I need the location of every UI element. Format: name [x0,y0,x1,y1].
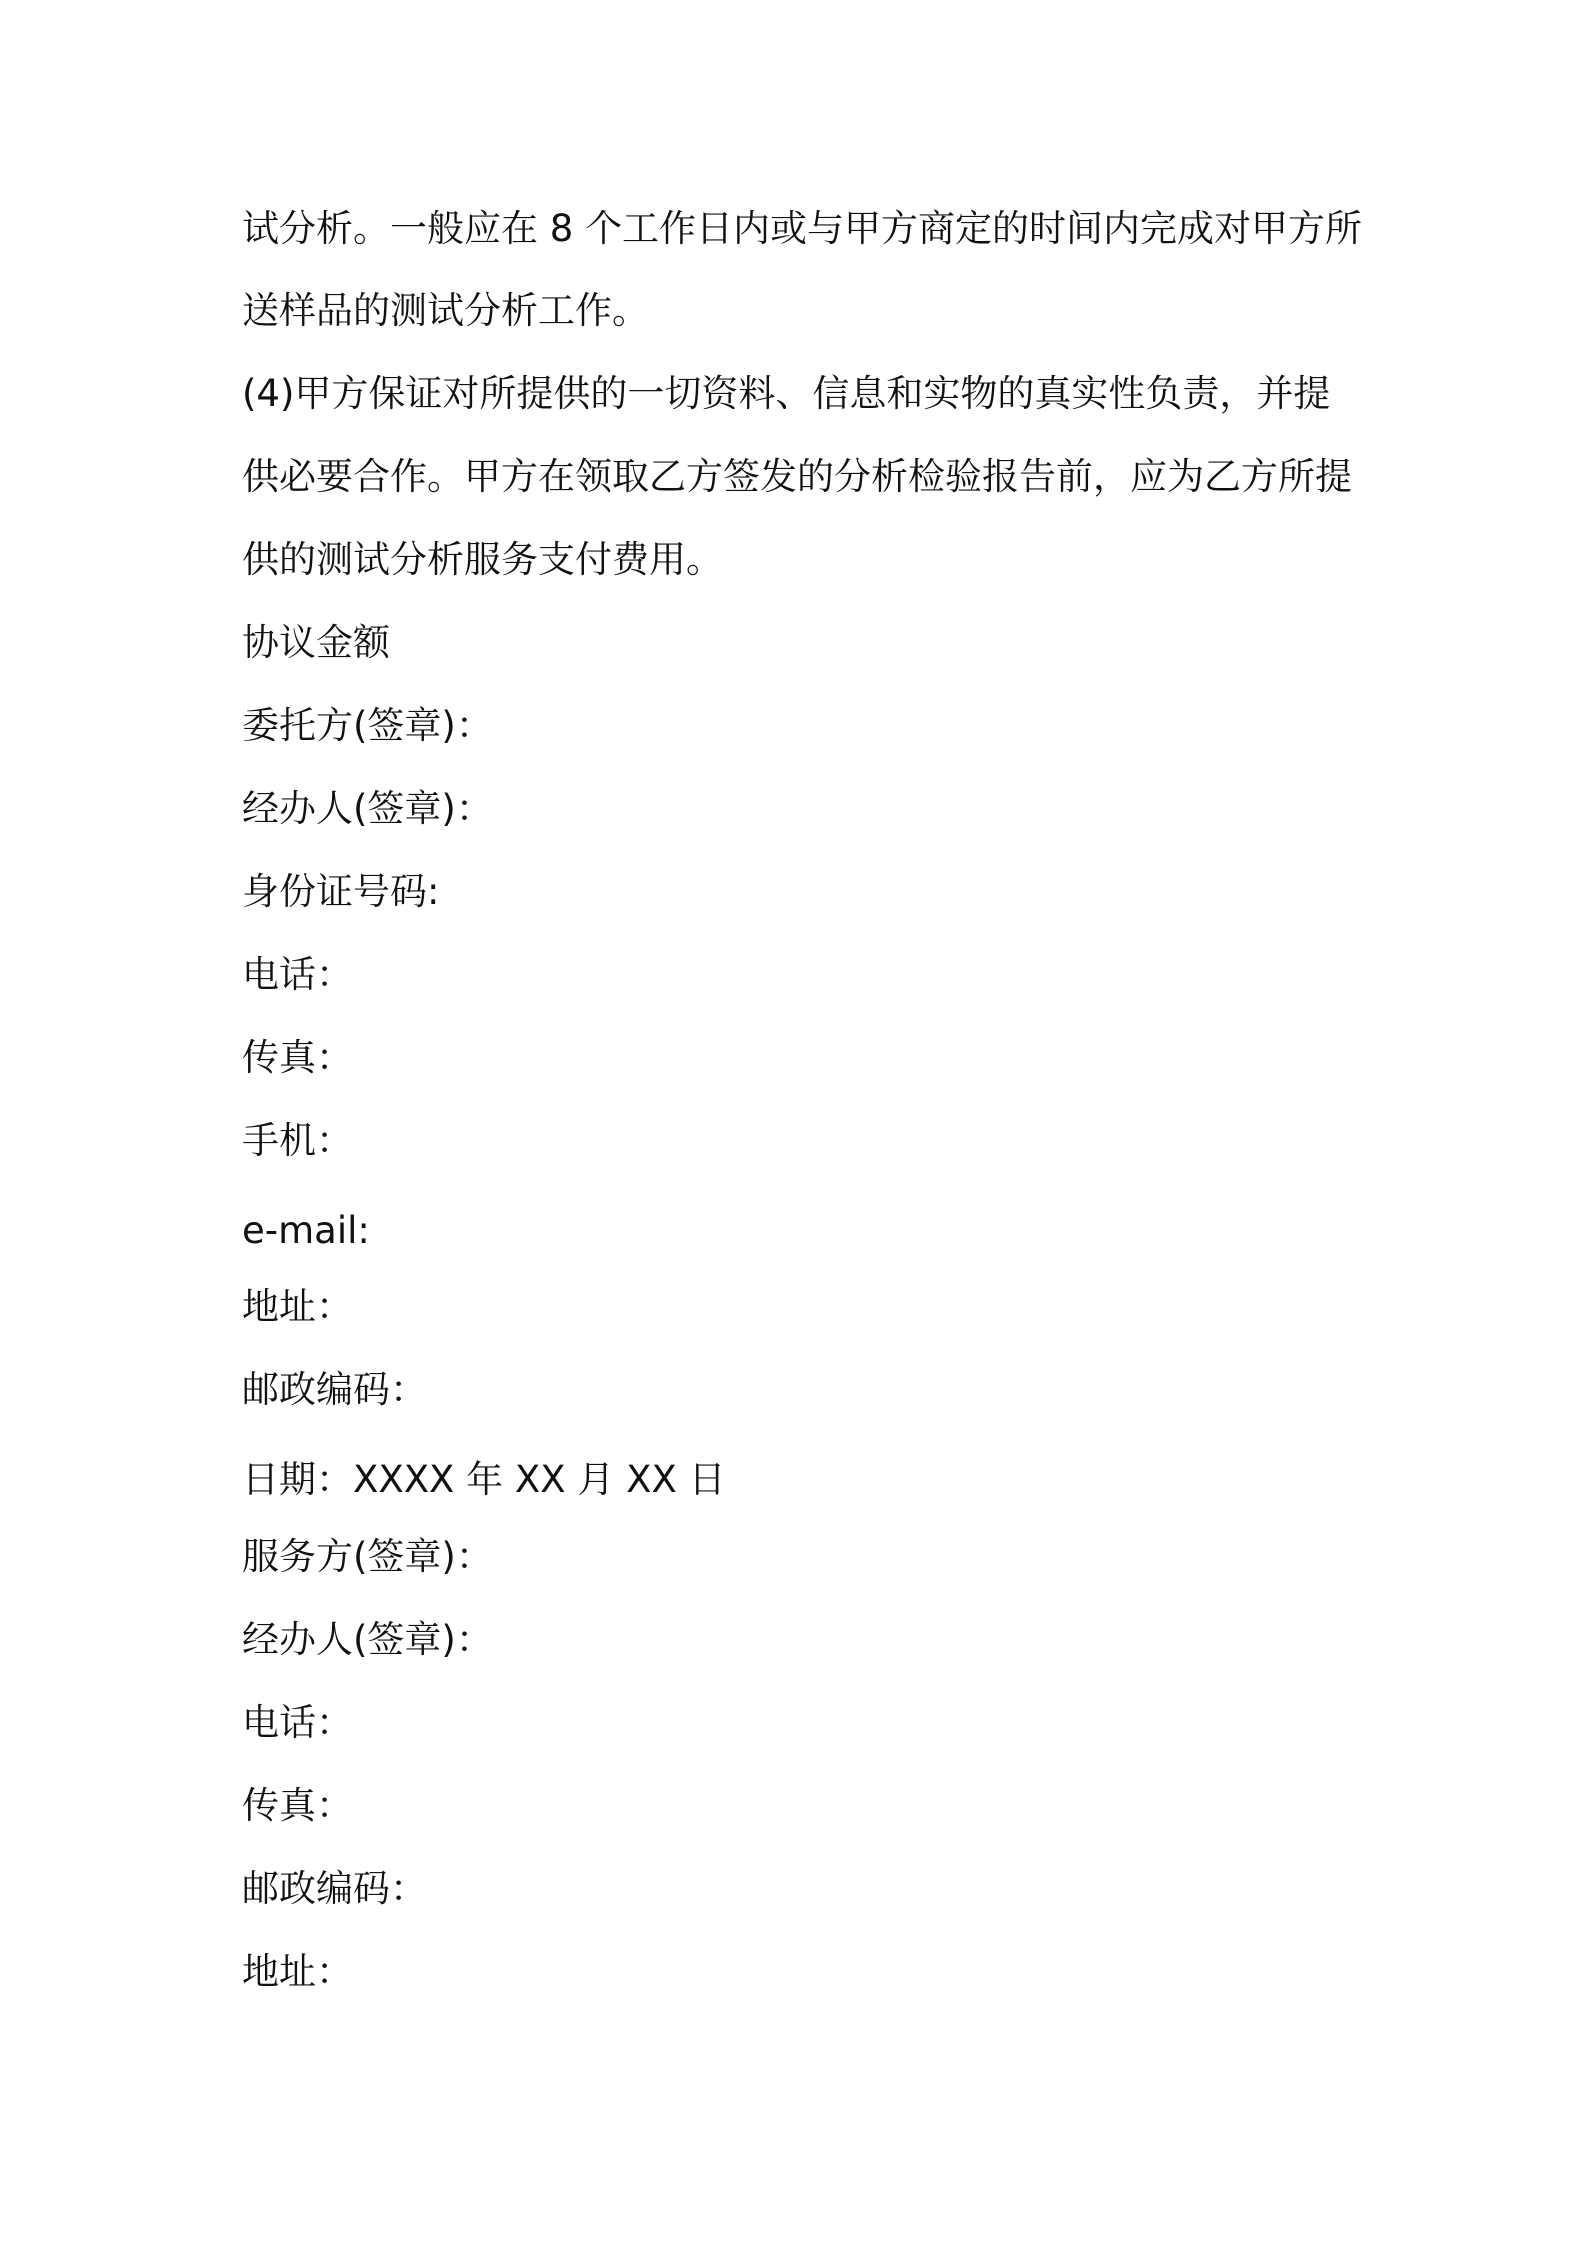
agreement-amount-label: 协议金额 [242,621,390,664]
paragraph-line-4: 供必要合作。甲方在领取乙方签发的分析检验报告前，应为乙方所提 [242,455,1352,498]
client-postal-code-field: 邮政编码： [242,1368,427,1411]
service-postal-code-field: 邮政编码： [242,1867,427,1910]
service-handler-field: 经办人(签章)： [242,1618,493,1661]
service-party-field: 服务方(签章)： [242,1535,493,1578]
client-mobile-field: 手机： [242,1119,353,1162]
paragraph-line-2: 送样品的测试分析工作。 [242,289,649,332]
paragraph-line-5: 供的测试分析服务支付费用。 [242,538,723,581]
client-id-number-field: 身份证号码: [242,870,440,913]
client-email-field: e-mail: [242,1209,370,1252]
client-address-field: 地址： [242,1285,353,1328]
client-party-field: 委托方(签章)： [242,704,493,747]
paragraph-line-1: 试分析。一般应在 8 个工作日内或与甲方商定的时间内完成对甲方所 [242,207,1363,250]
client-fax-field: 传真： [242,1036,353,1079]
service-fax-field: 传真： [242,1784,353,1827]
paragraph-line-3: (4)甲方保证对所提供的一切资料、信息和实物的真实性负责，并提 [242,372,1331,415]
client-handler-field: 经办人(签章)： [242,787,493,830]
service-phone-field: 电话： [242,1701,353,1744]
service-address-field: 地址： [242,1950,353,1993]
client-phone-field: 电话： [242,953,353,996]
client-date-field: 日期：XXXX 年 XX 月 XX 日 [242,1458,726,1501]
